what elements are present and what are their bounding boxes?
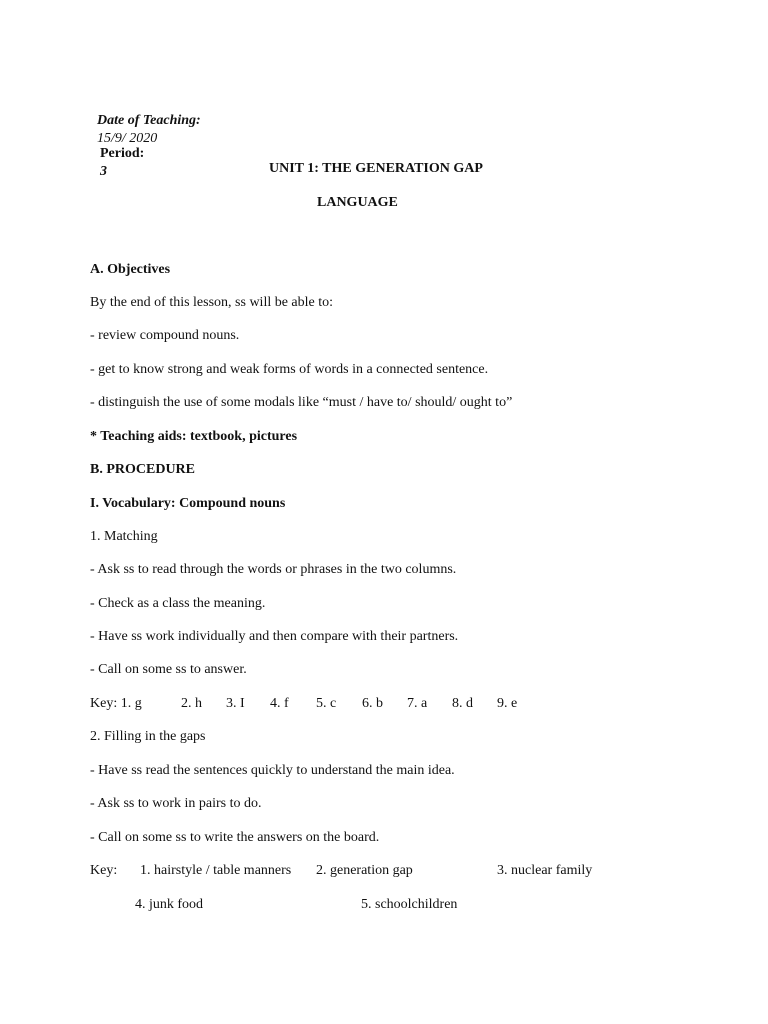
objective-item: - review compound nouns. — [90, 328, 240, 343]
gaps-key: 2. generation gap — [316, 863, 413, 878]
gaps-title: 2. Filling in the gaps — [90, 729, 206, 744]
vocabulary-heading: I. Vocabulary: Compound nouns — [90, 496, 286, 511]
objective-item: - get to know strong and weak forms of words in a connected sentence. — [90, 362, 489, 377]
procedure-heading: B. PROCEDURE — [90, 462, 196, 477]
gaps-key-label: Key: — [90, 863, 118, 878]
matching-key: 2. h — [181, 696, 202, 711]
matching-step: - Ask ss to read through the words or phrases in the two columns. — [90, 562, 457, 577]
gaps-key: 4. junk food — [135, 897, 204, 912]
matching-key: 4. f — [270, 696, 289, 711]
gaps-key: 5. schoolchildren — [361, 897, 458, 912]
period — [93, 127, 144, 181]
period-label: Period: — [100, 146, 145, 161]
objective-item: - distinguish the use of some modals like “must / have to/ should/ ought to” — [90, 395, 513, 410]
matching-step: - Have ss work individually and then compare with their partners. — [90, 629, 459, 644]
matching-title: 1. Matching — [90, 529, 158, 544]
matching-step: - Call on some ss to answer. — [90, 662, 247, 677]
date-value: 15/9/ 2020 — [97, 131, 158, 146]
gaps-step: - Have ss read the sentences quickly to understand the main idea. — [90, 763, 455, 778]
gaps-step: - Ask ss to work in pairs to do. — [90, 796, 262, 811]
teaching-aids: * Teaching aids: textbook, pictures — [90, 429, 298, 444]
matching-step: - Check as a class the meaning. — [90, 596, 266, 611]
matching-key: 5. c — [316, 696, 337, 711]
unit-title: UNIT 1: THE GENERATION GAP — [269, 161, 483, 176]
matching-key: 8. d — [452, 696, 473, 711]
matching-key: 6. b — [362, 696, 383, 711]
objectives-heading: A. Objectives — [90, 262, 171, 277]
gaps-step: - Call on some ss to write the answers on the board. — [90, 830, 380, 845]
objectives-intro: By the end of this lesson, ss will be able to: — [90, 295, 334, 310]
period-value: 3 — [100, 164, 107, 179]
gaps-key: 3. nuclear family — [497, 863, 593, 878]
matching-key: 3. I — [226, 696, 245, 711]
matching-key: 7. a — [407, 696, 428, 711]
lesson-title: LANGUAGE — [317, 195, 398, 210]
gaps-key: 1. hairstyle / table manners — [140, 863, 292, 878]
matching-key: 9. e — [497, 696, 518, 711]
date-label: Date of Teaching: — [97, 113, 201, 128]
matching-key-label: Key: 1. g — [90, 696, 142, 711]
